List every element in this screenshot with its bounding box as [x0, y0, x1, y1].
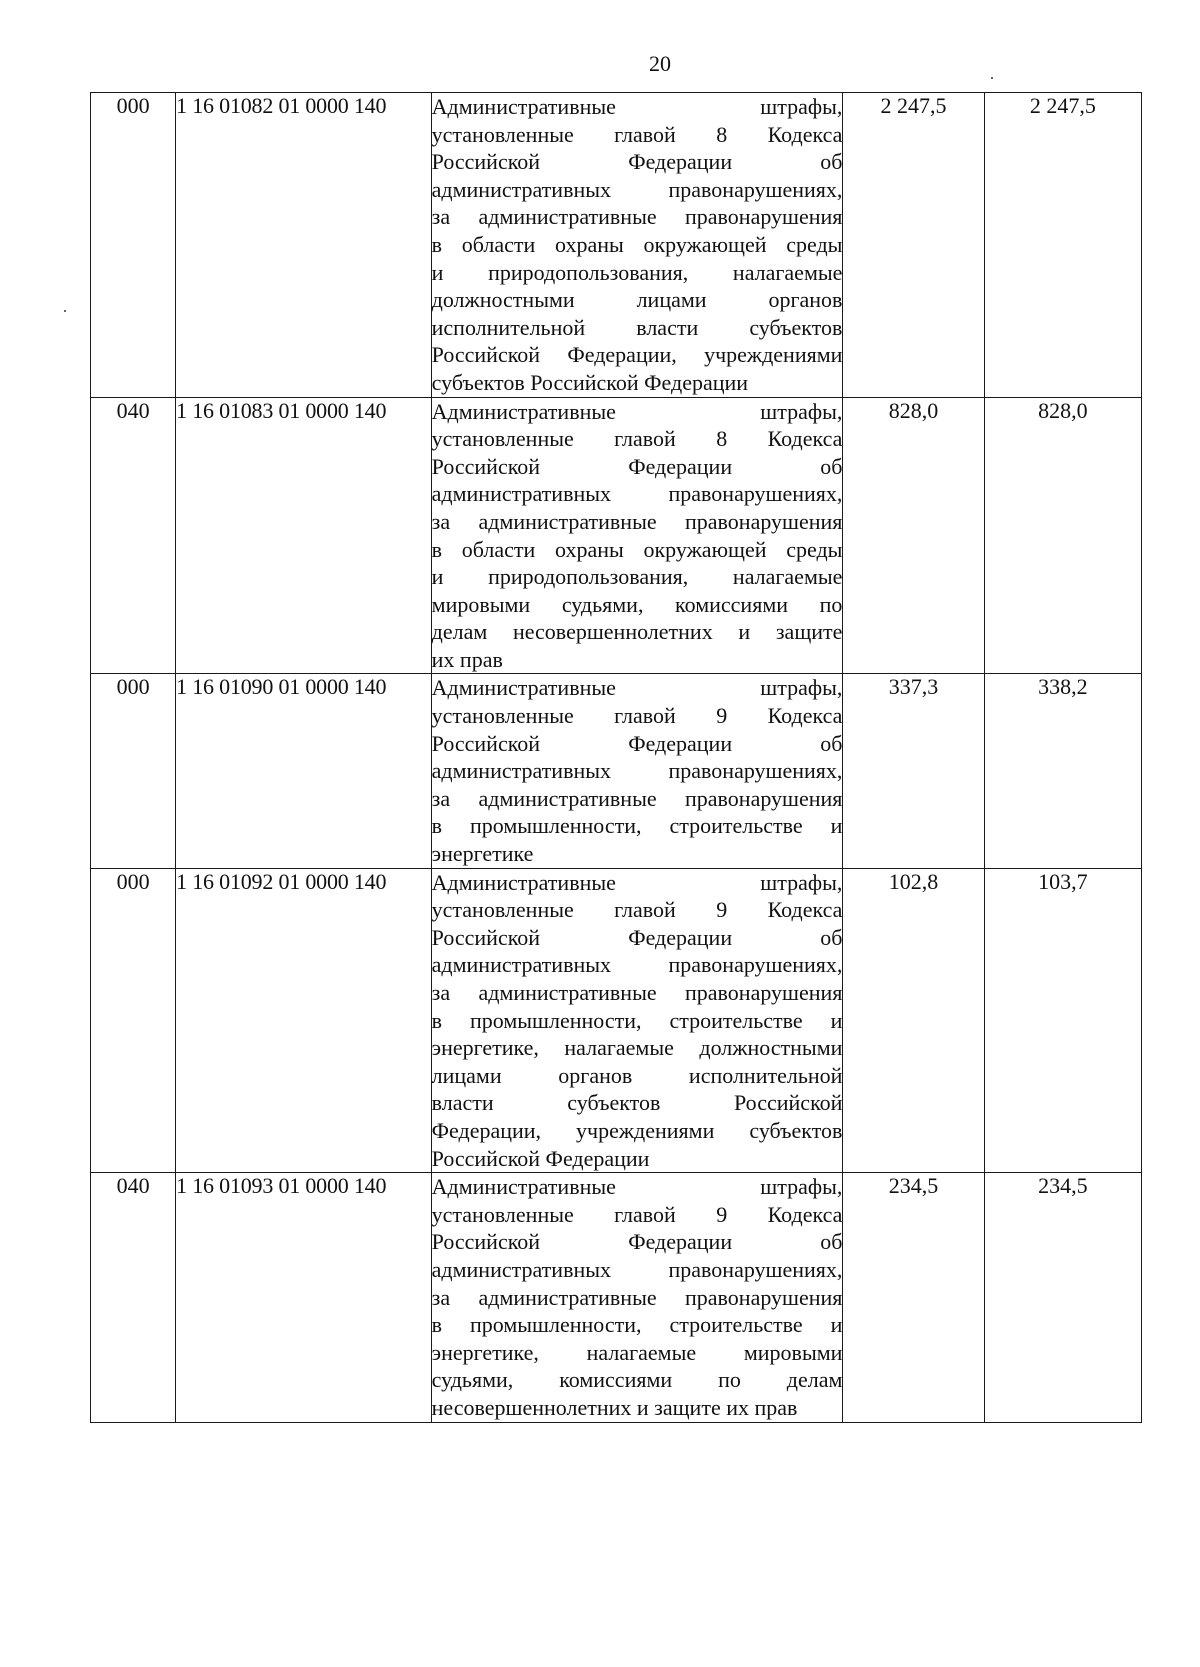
admin-code-cell: 040 — [91, 1173, 176, 1422]
description-line: Федерации, учреждениями субъектов — [431, 1117, 843, 1143]
description-line: Административные штрафы, — [431, 94, 843, 119]
description-cell — [431, 674, 843, 868]
value-2-cell: 338,2 — [984, 674, 1141, 868]
description-line: административных правонарушениях, — [431, 952, 843, 978]
description-line: административных правонарушениях, — [431, 481, 843, 507]
description-line: судьями, комиссиями по делам — [431, 1367, 843, 1393]
table-body — [91, 93, 1142, 1423]
description-line: энергетике, налагаемые должностными — [431, 1035, 843, 1061]
description-line: делам несовершеннолетних и защите — [431, 619, 843, 645]
value-1-cell: 337,3 — [843, 674, 984, 868]
description-line: лицами органов исполнительной — [431, 1062, 843, 1088]
description-line: их прав — [431, 646, 503, 672]
admin-code-cell: 040 — [91, 397, 176, 674]
description-line: в области охраны окружающей среды — [431, 536, 843, 562]
description-line: за административные правонарушения — [431, 508, 843, 534]
description-cell — [431, 397, 843, 674]
description-line: должностными лицами органов — [431, 287, 843, 313]
budget-code-cell: 1 16 01092 01 0000 140 — [176, 868, 431, 1173]
value-1-cell: 828,0 — [843, 397, 984, 674]
value-2-cell: 103,7 — [984, 868, 1141, 1173]
description-line: установленные главой 8 Кодекса — [431, 426, 843, 452]
description-line: установленные главой 9 Кодекса — [431, 897, 843, 923]
description-cell — [431, 93, 843, 398]
description-line: Российской Федерации — [431, 1145, 650, 1171]
description-line: в промышленности, строительстве и — [431, 1007, 843, 1033]
description-line: за административные правонарушения — [431, 785, 843, 811]
page-number: 20 — [649, 51, 671, 76]
description-line: в промышленности, строительстве и — [431, 813, 843, 839]
table-row — [91, 397, 1142, 674]
description-line: Российской Федерации, учреждениями — [431, 342, 843, 368]
description-line: Административные штрафы, — [431, 1174, 843, 1200]
description-line: Российской Федерации об — [431, 149, 843, 175]
description-line: несовершеннолетних и защите их прав — [431, 1394, 798, 1420]
description-cell — [431, 868, 843, 1173]
budget-code-cell: 1 16 01083 01 0000 140 — [176, 397, 431, 674]
table-row — [91, 1173, 1142, 1422]
description-line: административных правонарушениях, — [431, 758, 843, 784]
description-line: административных правонарушениях, — [431, 1256, 843, 1282]
description-line: в области охраны окружающей среды — [431, 231, 843, 257]
description-line: Российской Федерации об — [431, 1229, 843, 1255]
description-line: исполнительной власти субъектов — [431, 314, 843, 340]
table-row — [91, 93, 1142, 398]
description-line: энергетике — [431, 841, 534, 867]
value-2-cell: 2 247,5 — [984, 93, 1141, 398]
budget-table — [90, 92, 1142, 1423]
budget-code-cell: 1 16 01082 01 0000 140 — [176, 93, 431, 398]
description-line: установленные главой 8 Кодекса — [431, 121, 843, 147]
table-row — [91, 868, 1142, 1173]
value-2-cell: 234,5 — [984, 1173, 1141, 1422]
description-line: власти субъектов Российской — [431, 1090, 843, 1116]
admin-code-cell: 000 — [91, 674, 176, 868]
description-line: Административные штрафы, — [431, 675, 843, 701]
scan-speck — [991, 77, 993, 79]
description-line: субъектов Российской Федерации — [431, 369, 749, 395]
description-line: административных правонарушениях, — [431, 176, 843, 202]
description-line: за административные правонарушения — [431, 980, 843, 1005]
table-row — [91, 674, 1142, 868]
description-line: и природопользования, налагаемые — [431, 259, 843, 285]
value-1-cell: 234,5 — [843, 1173, 984, 1422]
description-line: за административные правонарушения — [431, 1284, 843, 1310]
budget-code-cell: 1 16 01090 01 0000 140 — [176, 674, 431, 868]
description-line: Российской Федерации об — [431, 730, 843, 756]
value-1-cell: 102,8 — [843, 868, 984, 1173]
description-cell — [431, 1173, 843, 1422]
description-line: и природопользования, налагаемые — [431, 564, 843, 590]
description-line: Российской Федерации об — [431, 924, 843, 950]
admin-code-cell: 000 — [91, 868, 176, 1173]
budget-code-cell: 1 16 01093 01 0000 140 — [176, 1173, 431, 1422]
description-line: энергетике, налагаемые мировыми — [431, 1339, 843, 1365]
description-line: Административные штрафы, — [431, 869, 843, 895]
description-line: в промышленности, строительстве и — [431, 1312, 843, 1338]
description-line: установленные главой 9 Кодекса — [431, 1201, 843, 1227]
description-line: Административные штрафы, — [431, 398, 843, 424]
description-line: установленные главой 9 Кодекса — [431, 703, 843, 729]
value-1-cell: 2 247,5 — [843, 93, 984, 398]
description-line: мировыми судьями, комиссиями по — [431, 591, 843, 617]
description-line: Российской Федерации об — [431, 453, 843, 479]
admin-code-cell: 000 — [91, 93, 176, 398]
value-2-cell: 828,0 — [984, 397, 1141, 674]
scan-speck — [64, 310, 66, 312]
description-line: за административные правонарушения — [431, 204, 843, 230]
